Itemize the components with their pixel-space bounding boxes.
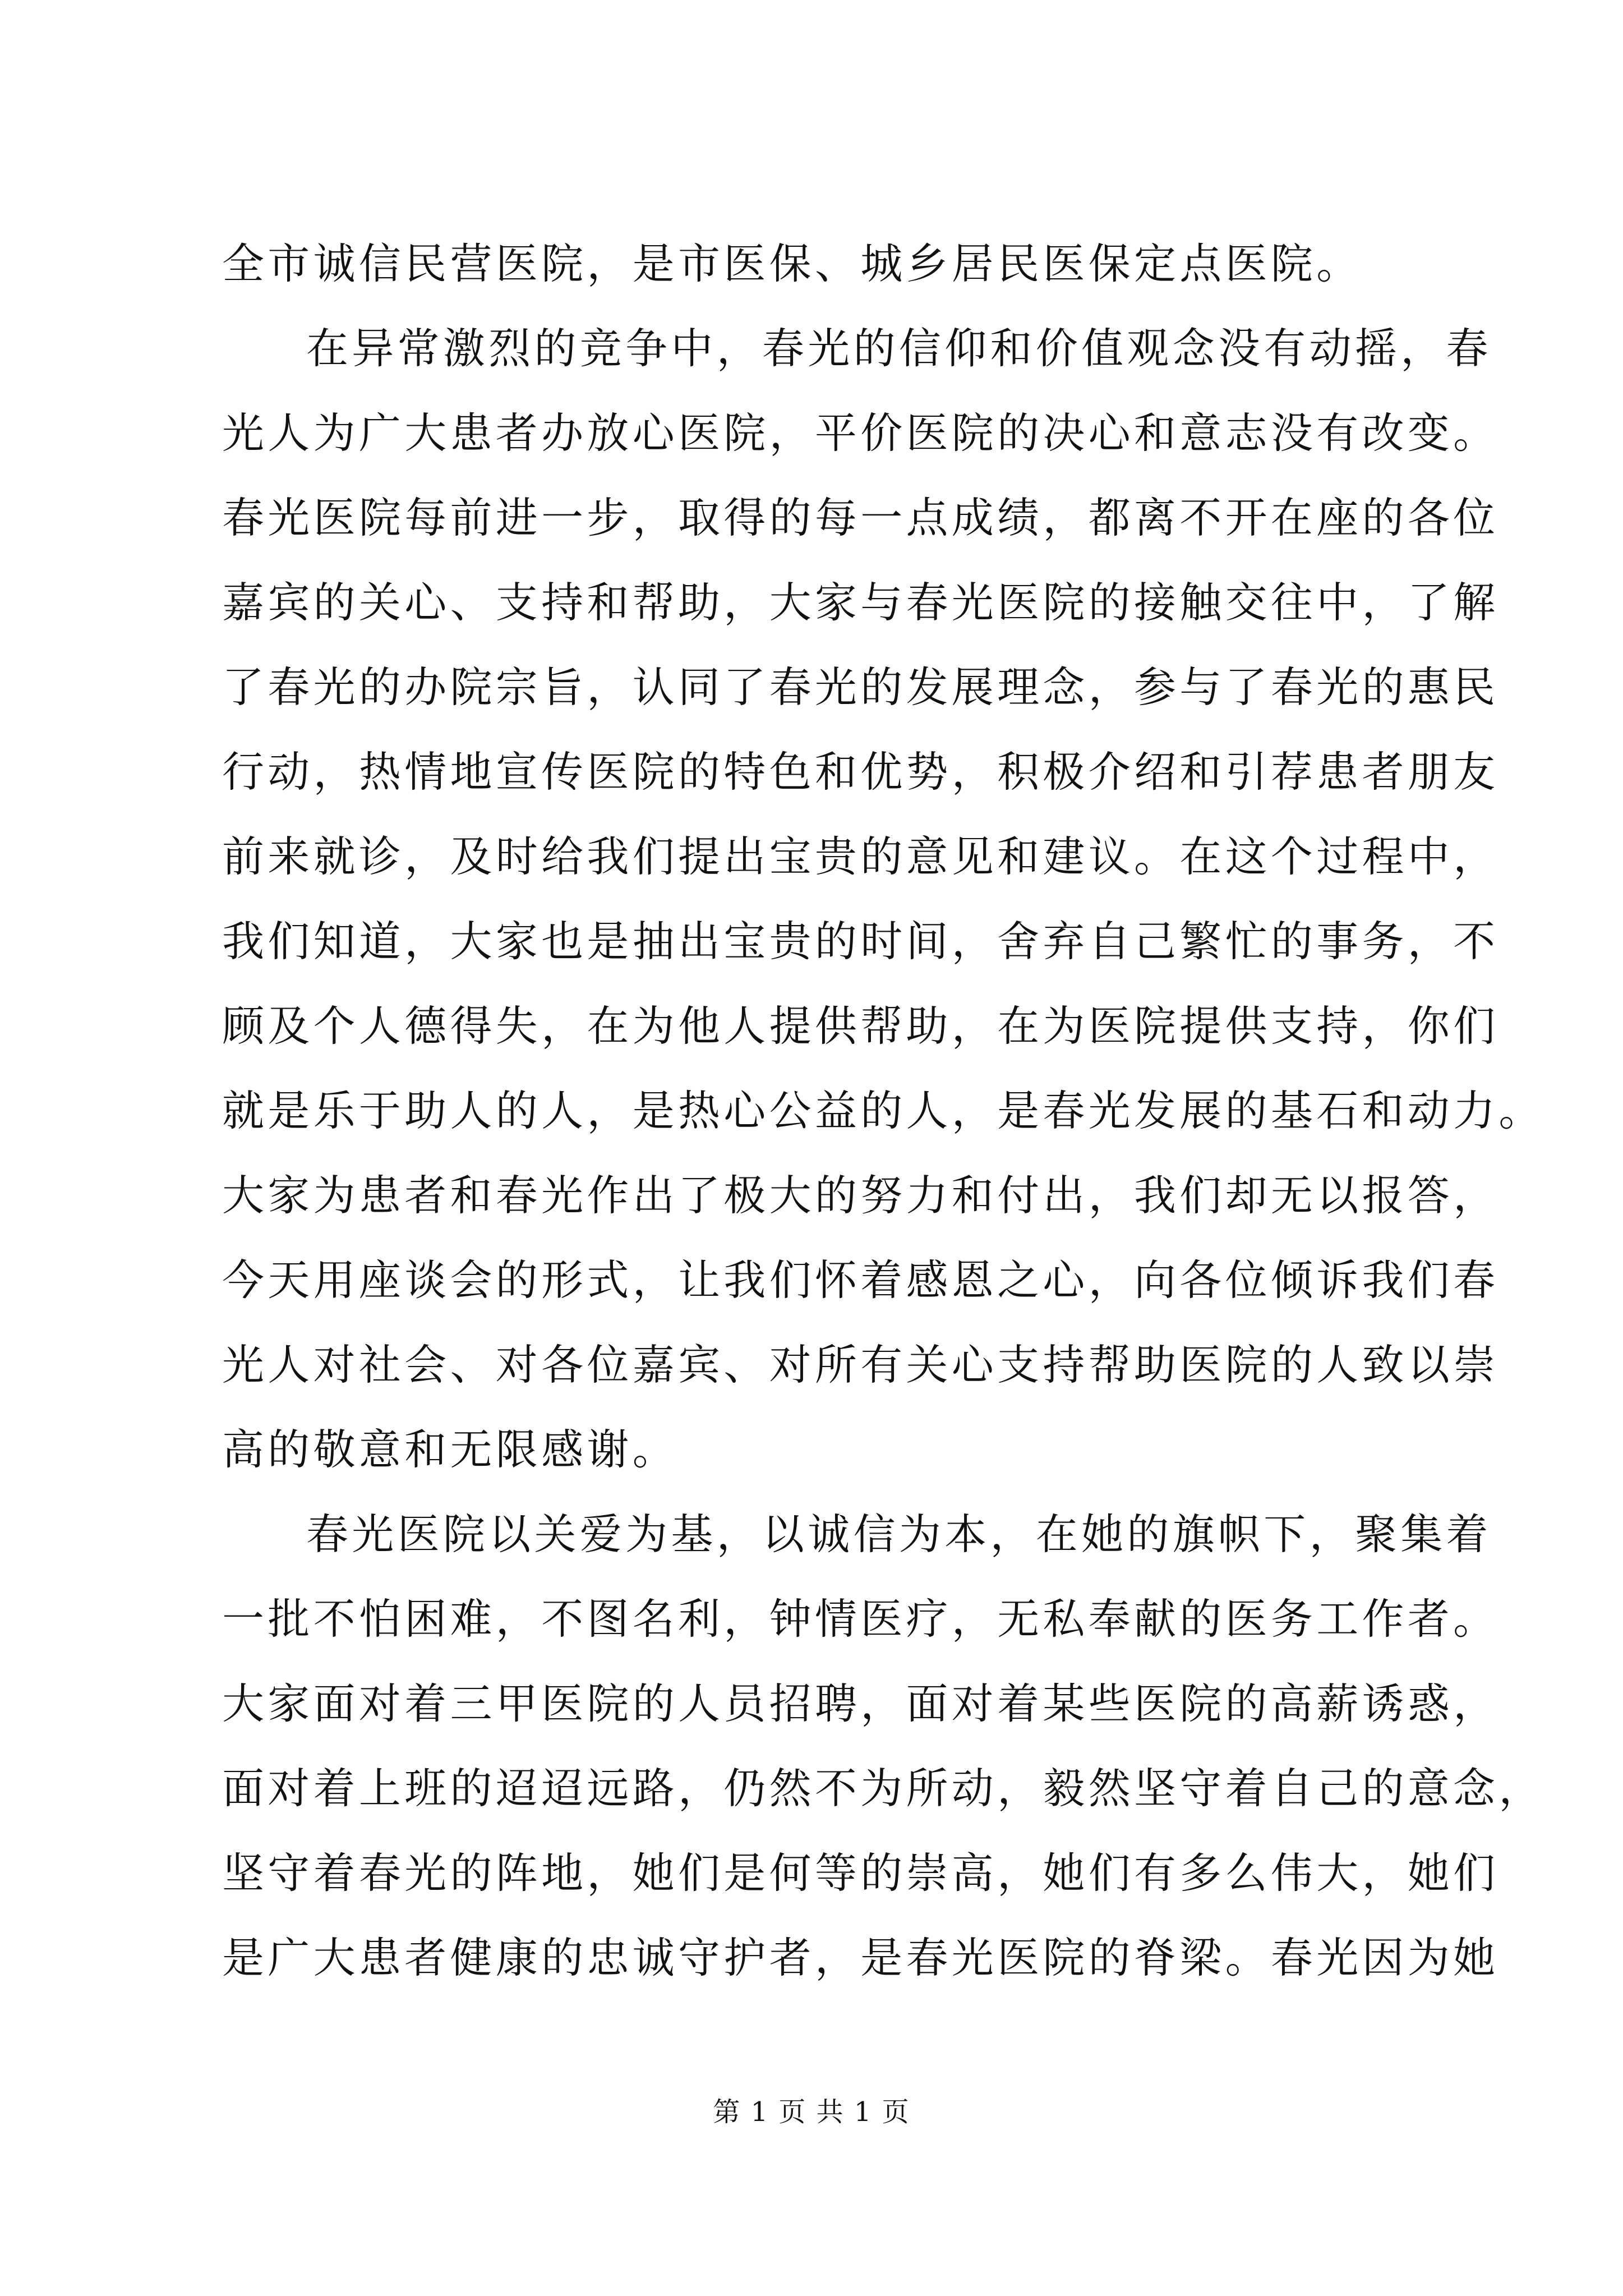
text-line-7: 行动，热情地宣传医院的特色和优势，积极介绍和引荐患者朋友	[222, 747, 1499, 797]
text-line-2: 在异常激烈的竞争中，春光的信仰和价值观念没有动摇，春	[306, 324, 1492, 373]
text-line-1: 全市诚信民营医院，是市医保、城乡居民医保定点医院。	[222, 239, 1362, 288]
text-line-10: 顾及个人德得失，在为他人提供帮助，在为医院提供支持，你们	[222, 1001, 1499, 1051]
text-line-4: 春光医院每前进一步，取得的每一点成绩，都离不开在座的各位	[222, 493, 1499, 542]
text-line-9: 我们知道，大家也是抽出宝贵的时间，舍弃自己繁忙的事务，不	[222, 917, 1499, 966]
text-line-3: 光人为广大患者办放心医院，平价医院的决心和意志没有改变。	[222, 408, 1499, 458]
text-line-5: 嘉宾的关心、支持和帮助，大家与春光医院的接触交往中，了解	[222, 578, 1499, 627]
text-line-15: 高的敬意和无限感谢。	[222, 1425, 679, 1474]
text-line-13: 今天用座谈会的形式，让我们怀着感恩之心，向各位倾诉我们春	[222, 1255, 1499, 1305]
document-body	[222, 222, 1544, 2000]
text-line-21: 是广大患者健康的忠诚守护者，是春光医院的脊梁。春光因为她	[222, 1933, 1499, 1982]
page-footer: 第 1 页 共 1 页	[713, 2096, 910, 2128]
text-line-19: 面对着上班的迢迢远路，仍然不为所动，毅然坚守着自己的意念，	[222, 1764, 1544, 1813]
text-line-16: 春光医院以关爱为基，以诚信为本，在她的旗帜下，聚集着	[306, 1510, 1492, 1559]
text-line-12: 大家为患者和春光作出了极大的努力和付出，我们却无以报答，	[222, 1171, 1499, 1220]
text-line-6: 了春光的办院宗旨，认同了春光的发展理念，参与了春光的惠民	[222, 662, 1499, 712]
text-line-17: 一批不怕困难，不图名利，钟情医疗，无私奉献的医务工作者。	[222, 1594, 1499, 1644]
text-line-20: 坚守着春光的阵地，她们是何等的崇高，她们有多么伟大，她们	[222, 1848, 1499, 1898]
text-line-8: 前来就诊，及时给我们提出宝贵的意见和建议。在这个过程中，	[222, 832, 1499, 881]
text-line-11: 就是乐于助人的人，是热心公益的人，是春光发展的基石和动力。	[222, 1086, 1544, 1135]
text-line-14: 光人对社会、对各位嘉宾、对所有关心支持帮助医院的人致以崇	[222, 1340, 1499, 1389]
text-line-18: 大家面对着三甲医院的人员招聘，面对着某些医院的高薪诱惑，	[222, 1679, 1499, 1728]
